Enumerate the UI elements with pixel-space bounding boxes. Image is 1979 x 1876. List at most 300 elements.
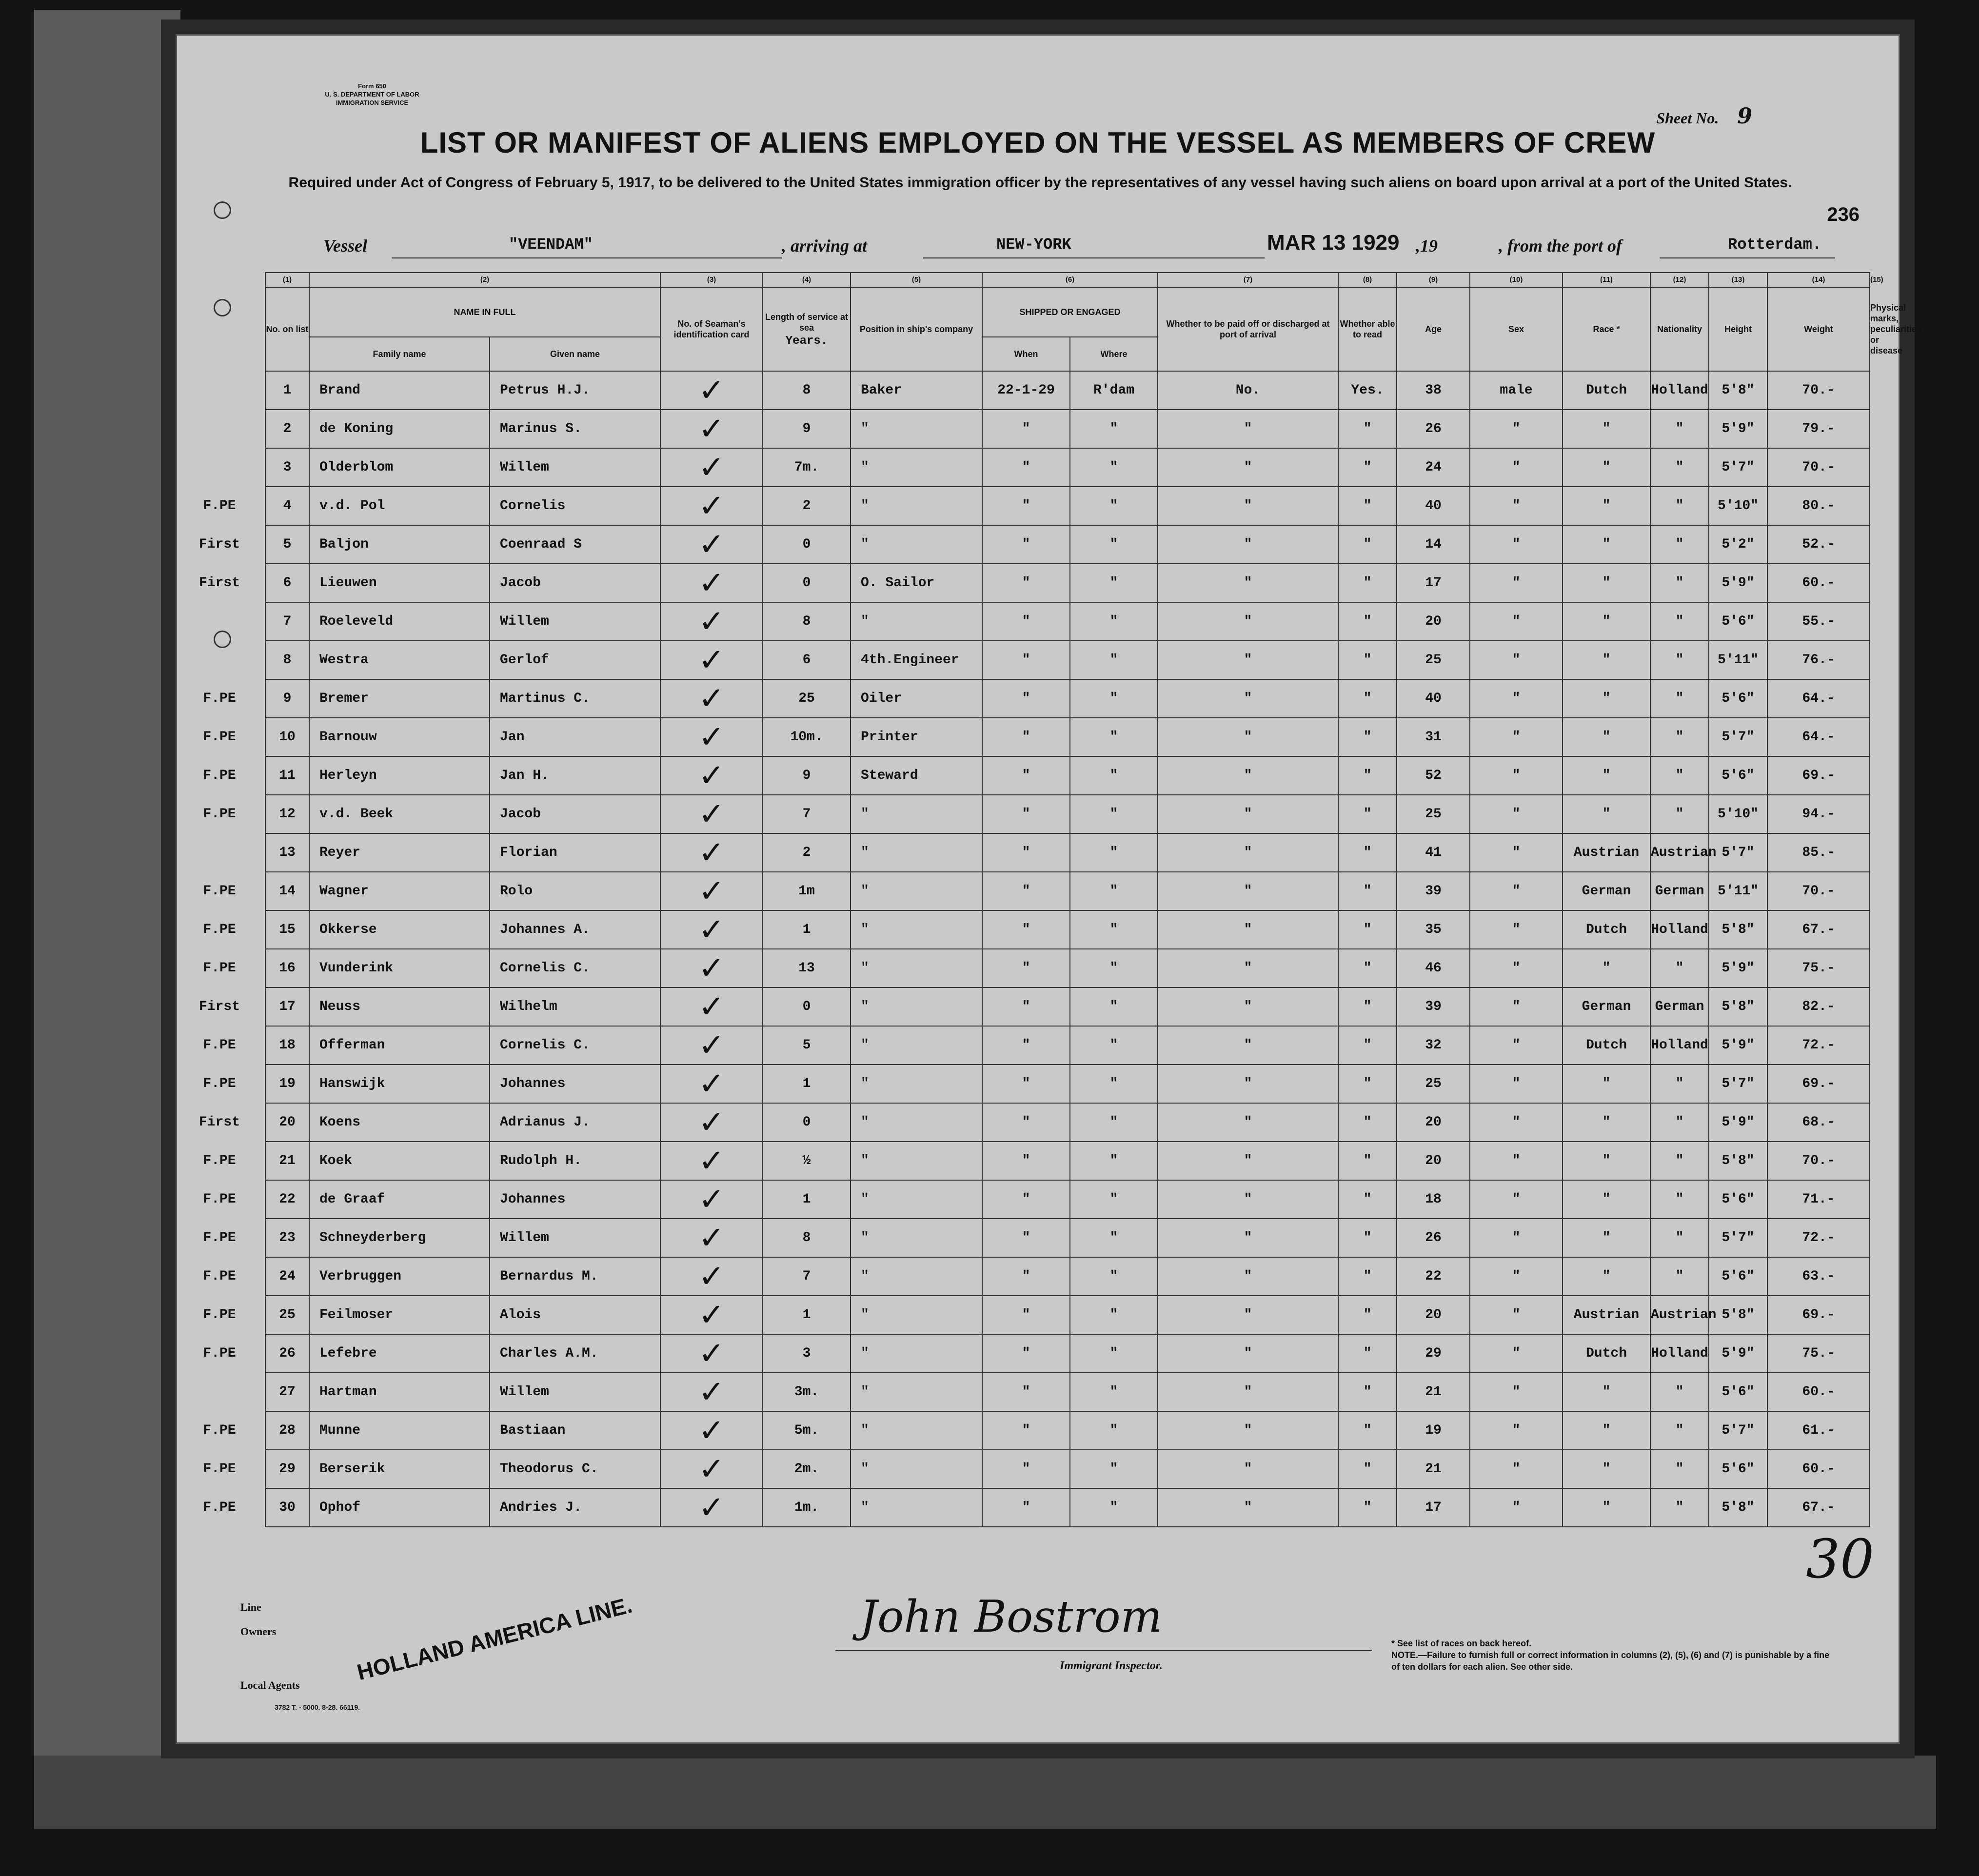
cell-weight: 69.- — [1767, 756, 1870, 795]
page-title: LIST OR MANIFEST OF ALIENS EMPLOYED ON THE VESSEL AS MEMBERS OF CREW — [420, 126, 1656, 159]
cell-sex: " — [1470, 718, 1563, 756]
cell-nat: " — [1650, 1142, 1709, 1180]
table-row — [265, 833, 1870, 872]
cell-age: 39 — [1397, 987, 1470, 1026]
cell-sex: " — [1470, 525, 1563, 564]
cell-given: Jacob — [490, 564, 660, 602]
sheet-number-label: Sheet No. — [1656, 109, 1719, 127]
cell-nat: " — [1650, 795, 1709, 833]
cell-paid: " — [1158, 833, 1338, 872]
cell-family: Barnouw — [309, 718, 490, 756]
cell-read: " — [1338, 448, 1397, 487]
cell-paid: " — [1158, 1065, 1338, 1103]
signature-line — [835, 1650, 1372, 1651]
punch-hole — [214, 201, 231, 219]
cell-family: Koek — [309, 1142, 490, 1180]
cell-paid: " — [1158, 448, 1338, 487]
row-prefix: F.PE — [203, 1076, 236, 1091]
row-prefix: F.PE — [203, 768, 236, 783]
cell-where: " — [1070, 1026, 1158, 1065]
cell-where: " — [1070, 1334, 1158, 1373]
page-subtitle: Required under Act of Congress of February 5, 1917, to be delivered to the United States immigration officer by the representatives of any vessel having such aliens on board upon arrival at a port of the United States. — [288, 175, 1792, 191]
cell-height: 5'7" — [1709, 1065, 1767, 1103]
cell-service: 3 — [763, 1334, 851, 1373]
cell-when: " — [982, 641, 1070, 679]
cell-height: 5'9" — [1709, 410, 1767, 448]
cell-when: " — [982, 1411, 1070, 1450]
cell-service: 10m. — [763, 718, 851, 756]
cell-where: " — [1070, 1257, 1158, 1296]
cell-sex: " — [1470, 872, 1563, 910]
cell-given: Florian — [490, 833, 660, 872]
cell-nat: " — [1650, 641, 1709, 679]
cell-age: 20 — [1397, 1142, 1470, 1180]
cell-sex: " — [1470, 1103, 1563, 1142]
cell-weight: 94.- — [1767, 795, 1870, 833]
cell-nat: " — [1650, 410, 1709, 448]
cell-sex: " — [1470, 1373, 1563, 1411]
column-numbers-row: (1) (2) (3) (4) (5) (6) (7) (8) (9) (10) (11) (12) (13) (14) (15) — [265, 273, 1870, 287]
cell-no: 6 First — [265, 564, 309, 602]
cell-age: 17 — [1397, 1488, 1470, 1527]
cell-family: Brand — [309, 371, 490, 410]
table-row — [265, 718, 1870, 756]
check-mark-icon: ✓ — [698, 719, 725, 755]
cell-nat: " — [1650, 1257, 1709, 1296]
cell-when: " — [982, 448, 1070, 487]
cell-given: Jan H. — [490, 756, 660, 795]
cell-service: 8 — [763, 1219, 851, 1257]
inspector-signature: John Bostrom — [860, 1591, 1163, 1642]
cell-paid: " — [1158, 564, 1338, 602]
cell-no: 5 First — [265, 525, 309, 564]
col-num: (13) — [1709, 273, 1767, 287]
cell-race: " — [1563, 1257, 1650, 1296]
cell-weight: 64.- — [1767, 718, 1870, 756]
cell-family: v.d. Beek — [309, 795, 490, 833]
table-row — [265, 1180, 1870, 1219]
cell-read: " — [1338, 1257, 1397, 1296]
cell-race: " — [1563, 756, 1650, 795]
form-number: Form 650 — [358, 82, 386, 90]
col-num: (6) — [982, 273, 1158, 287]
cell-weight: 72.- — [1767, 1026, 1870, 1065]
cell-given: Alois — [490, 1296, 660, 1334]
cell-age: 40 — [1397, 679, 1470, 718]
vessel-name: "VEENDAM" — [509, 236, 593, 254]
cell-read: " — [1338, 641, 1397, 679]
cell-nat: Austrian — [1650, 833, 1709, 872]
cell-when: " — [982, 1450, 1070, 1488]
check-mark-icon: ✓ — [698, 988, 725, 1025]
cell-height: 5'8" — [1709, 1296, 1767, 1334]
cell-where: " — [1070, 1219, 1158, 1257]
cell-nat: " — [1650, 1488, 1709, 1527]
seaman-id-check — [660, 371, 763, 410]
row-prefix: First — [198, 1115, 240, 1130]
cell-where: " — [1070, 910, 1158, 949]
cell-family: Reyer — [309, 833, 490, 872]
table-row — [265, 525, 1870, 564]
cell-weight: 72.- — [1767, 1219, 1870, 1257]
cell-no: 23 F.PE — [265, 1219, 309, 1257]
cell-nat: " — [1650, 1219, 1709, 1257]
cell-race: " — [1563, 1103, 1650, 1142]
cell-family: Offerman — [309, 1026, 490, 1065]
cell-height: 5'10" — [1709, 487, 1767, 525]
col-num: (14) — [1767, 273, 1870, 287]
seaman-id-check — [660, 1142, 763, 1180]
col-num: (10) — [1470, 273, 1563, 287]
header-sex: Sex — [1470, 287, 1563, 371]
check-mark-icon: ✓ — [698, 1027, 725, 1064]
table-row — [265, 1296, 1870, 1334]
cell-position: " — [851, 1488, 982, 1527]
table-row — [265, 602, 1870, 641]
seaman-id-check — [660, 602, 763, 641]
cell-weight: 63.- — [1767, 1257, 1870, 1296]
cell-where: R'dam — [1070, 371, 1158, 410]
seaman-id-check — [660, 1026, 763, 1065]
check-mark-icon: ✓ — [698, 372, 725, 409]
cell-position: " — [851, 1373, 982, 1411]
cell-family: Koens — [309, 1103, 490, 1142]
form-header — [284, 82, 460, 107]
col-num: (3) — [660, 273, 763, 287]
seaman-id-check — [660, 756, 763, 795]
cell-height: 5'8" — [1709, 371, 1767, 410]
cell-height: 5'11" — [1709, 641, 1767, 679]
cell-service: 8 — [763, 602, 851, 641]
table-row — [265, 679, 1870, 718]
cell-paid: " — [1158, 910, 1338, 949]
check-mark-icon: ✓ — [698, 1220, 725, 1256]
cell-weight: 69.- — [1767, 1296, 1870, 1334]
cell-given: Andries J. — [490, 1488, 660, 1527]
cell-when: " — [982, 949, 1070, 987]
crew-rows — [198, 371, 1870, 1527]
cell-sex: " — [1470, 1257, 1563, 1296]
header-given-name: Given name — [490, 337, 660, 371]
cell-service: 13 — [763, 949, 851, 987]
cell-age: 20 — [1397, 602, 1470, 641]
cell-position: " — [851, 1065, 982, 1103]
cell-family: Okkerse — [309, 910, 490, 949]
cell-given: Rudolph H. — [490, 1142, 660, 1180]
seaman-id-check — [660, 641, 763, 679]
cell-family: Roeleveld — [309, 602, 490, 641]
cell-paid: " — [1158, 795, 1338, 833]
line-label: Line — [240, 1601, 261, 1613]
cell-position: O. Sailor — [851, 564, 982, 602]
cell-sex: " — [1470, 564, 1563, 602]
header-length-service — [763, 287, 851, 371]
cell-position: " — [851, 1450, 982, 1488]
cell-paid: " — [1158, 1296, 1338, 1334]
arriving-port: NEW-YORK — [996, 236, 1071, 254]
seaman-id-check — [660, 1103, 763, 1142]
seaman-id-check — [660, 1488, 763, 1527]
cell-race: " — [1563, 1411, 1650, 1450]
cell-race: " — [1563, 795, 1650, 833]
check-mark-icon: ✓ — [698, 642, 725, 678]
cell-age: 41 — [1397, 833, 1470, 872]
check-mark-icon: ✓ — [698, 449, 725, 486]
cell-nat: Holland — [1650, 910, 1709, 949]
cell-race: Austrian — [1563, 833, 1650, 872]
seaman-id-check — [660, 525, 763, 564]
col-num: (1) — [265, 273, 309, 287]
table-row — [265, 1373, 1870, 1411]
cell-position: " — [851, 1334, 982, 1373]
table-row — [265, 949, 1870, 987]
seaman-id-check — [660, 679, 763, 718]
cell-given: Johannes — [490, 1065, 660, 1103]
from-port-label: , from the port of — [1499, 236, 1623, 256]
cell-read: " — [1338, 718, 1397, 756]
cell-no: 28 F.PE — [265, 1411, 309, 1450]
cell-paid: " — [1158, 641, 1338, 679]
cell-read: " — [1338, 1026, 1397, 1065]
cell-nat: Holland — [1650, 371, 1709, 410]
cell-sex: " — [1470, 487, 1563, 525]
check-mark-icon: ✓ — [698, 603, 725, 640]
cell-nat: " — [1650, 1103, 1709, 1142]
cell-when: " — [982, 718, 1070, 756]
cell-age: 21 — [1397, 1450, 1470, 1488]
cell-position: Steward — [851, 756, 982, 795]
cell-position: " — [851, 1142, 982, 1180]
cell-height: 5'6" — [1709, 1257, 1767, 1296]
cell-paid: " — [1158, 1180, 1338, 1219]
cell-no: 20 First — [265, 1103, 309, 1142]
cell-no: 10 F.PE — [265, 718, 309, 756]
cell-service: 1 — [763, 1296, 851, 1334]
year-suffix: ,19 — [1416, 236, 1438, 256]
row-prefix: First — [198, 575, 240, 591]
cell-service: 5m. — [763, 1411, 851, 1450]
cell-given: Willem — [490, 448, 660, 487]
cell-weight: 61.- — [1767, 1411, 1870, 1450]
cell-no: 27 — [265, 1373, 309, 1411]
cell-when: " — [982, 1373, 1070, 1411]
cell-no: 19 F.PE — [265, 1065, 309, 1103]
col-num: (5) — [851, 273, 982, 287]
cell-when: " — [982, 795, 1070, 833]
cell-read: " — [1338, 410, 1397, 448]
cell-family: Hartman — [309, 1373, 490, 1411]
cell-when: " — [982, 564, 1070, 602]
sheet-number — [1656, 104, 1752, 129]
cell-sex: " — [1470, 602, 1563, 641]
cell-race: " — [1563, 718, 1650, 756]
col-num: (8) — [1338, 273, 1397, 287]
check-mark-icon: ✓ — [698, 796, 725, 832]
col-num: (4) — [763, 273, 851, 287]
row-prefix: F.PE — [203, 922, 236, 937]
cell-paid: " — [1158, 1450, 1338, 1488]
cell-nat: Holland — [1650, 1334, 1709, 1373]
cell-weight: 85.- — [1767, 833, 1870, 872]
note-penalty: NOTE.—Failure to furnish full or correct information in columns (2), (5), (6) and (7) is punishable by a fine of ten dollars for each alien. See other side. — [1391, 1650, 1830, 1672]
cell-no: 1 — [265, 371, 309, 410]
cell-family: Neuss — [309, 987, 490, 1026]
date-stamp: MAR 13 1929 — [1267, 231, 1400, 255]
cell-weight: 52.- — [1767, 525, 1870, 564]
check-mark-icon: ✓ — [698, 526, 725, 563]
note-races: * See list of races on back hereof. — [1391, 1639, 1532, 1648]
cell-sex: " — [1470, 833, 1563, 872]
cell-read: " — [1338, 833, 1397, 872]
cell-read: " — [1338, 1373, 1397, 1411]
underlying-page-bottom — [34, 1756, 1936, 1829]
cell-where: " — [1070, 564, 1158, 602]
seaman-id-check — [660, 487, 763, 525]
cell-paid: " — [1158, 987, 1338, 1026]
cell-read: " — [1338, 487, 1397, 525]
cell-position: " — [851, 602, 982, 641]
cell-sex: " — [1470, 448, 1563, 487]
cell-height: 5'6" — [1709, 756, 1767, 795]
cell-where: " — [1070, 641, 1158, 679]
cell-sex: " — [1470, 1180, 1563, 1219]
cell-service: 3m. — [763, 1373, 851, 1411]
cell-no: 11 F.PE — [265, 756, 309, 795]
cell-age: 52 — [1397, 756, 1470, 795]
row-prefix: F.PE — [203, 1230, 236, 1245]
cell-paid: " — [1158, 1334, 1338, 1373]
cell-service: 2 — [763, 487, 851, 525]
cell-position: " — [851, 1296, 982, 1334]
cell-read: " — [1338, 1488, 1397, 1527]
row-prefix: F.PE — [203, 1153, 236, 1168]
vessel-info-line — [323, 231, 1835, 265]
col-num: (11) — [1563, 273, 1650, 287]
cell-paid: " — [1158, 487, 1338, 525]
cell-nat: " — [1650, 1180, 1709, 1219]
table-row — [265, 756, 1870, 795]
cell-weight: 79.- — [1767, 410, 1870, 448]
cell-when: " — [982, 987, 1070, 1026]
seaman-id-check — [660, 564, 763, 602]
cell-family: Lieuwen — [309, 564, 490, 602]
header-length-service-text: Length of service at sea — [765, 312, 849, 333]
cell-age: 32 — [1397, 1026, 1470, 1065]
table-row — [265, 1450, 1870, 1488]
cell-height: 5'8" — [1709, 987, 1767, 1026]
cell-given: Cornelis C. — [490, 1026, 660, 1065]
cell-family: v.d. Pol — [309, 487, 490, 525]
header-when: When — [982, 337, 1070, 371]
cell-position: " — [851, 525, 982, 564]
cell-given: Rolo — [490, 872, 660, 910]
inspector-label: Immigrant Inspector. — [1060, 1659, 1163, 1672]
cell-given: Marinus S. — [490, 410, 660, 448]
cell-service: 0 — [763, 987, 851, 1026]
row-prefix: F.PE — [203, 1038, 236, 1053]
check-mark-icon: ✓ — [698, 1335, 725, 1372]
cell-no: 16 F.PE — [265, 949, 309, 987]
cell-when: " — [982, 679, 1070, 718]
cell-read: " — [1338, 756, 1397, 795]
cell-nat: " — [1650, 1450, 1709, 1488]
table-row — [265, 1142, 1870, 1180]
cell-given: Cornelis — [490, 487, 660, 525]
cell-service: 0 — [763, 1103, 851, 1142]
sheet-number-value: 9 — [1737, 104, 1752, 129]
cell-family: Hanswijk — [309, 1065, 490, 1103]
cell-no: 4 F.PE — [265, 487, 309, 525]
cell-no: 25 F.PE — [265, 1296, 309, 1334]
cell-paid: " — [1158, 525, 1338, 564]
header-name-in-full: NAME IN FULL — [309, 287, 660, 337]
cell-no: 9 F.PE — [265, 679, 309, 718]
cell-service: 8 — [763, 371, 851, 410]
department-name: U. S. DEPARTMENT OF LABOR — [325, 91, 419, 98]
cell-no: 30 F.PE — [265, 1488, 309, 1527]
cell-no: 17 First — [265, 987, 309, 1026]
cell-paid: " — [1158, 1026, 1338, 1065]
cell-position: " — [851, 1103, 982, 1142]
row-prefix: F.PE — [203, 884, 236, 899]
cell-height: 5'6" — [1709, 1180, 1767, 1219]
cell-height: 5'9" — [1709, 564, 1767, 602]
cell-sex: " — [1470, 1411, 1563, 1450]
cell-weight: 76.- — [1767, 641, 1870, 679]
cell-race: " — [1563, 1180, 1650, 1219]
cell-race: " — [1563, 525, 1650, 564]
cell-read: " — [1338, 564, 1397, 602]
table-row — [265, 872, 1870, 910]
cell-age: 19 — [1397, 1411, 1470, 1450]
cell-sex: " — [1470, 910, 1563, 949]
cell-when: " — [982, 1334, 1070, 1373]
cell-paid: " — [1158, 718, 1338, 756]
manifest-sheet — [176, 34, 1924, 1744]
cell-read: " — [1338, 949, 1397, 987]
header-years: Years. — [785, 335, 828, 348]
cell-age: 21 — [1397, 1373, 1470, 1411]
table-row — [265, 487, 1870, 525]
cell-sex: " — [1470, 1334, 1563, 1373]
vessel-label: Vessel — [323, 236, 367, 256]
cell-height: 5'8" — [1709, 1142, 1767, 1180]
cell-paid: " — [1158, 1257, 1338, 1296]
cell-where: " — [1070, 833, 1158, 872]
cell-family: Verbruggen — [309, 1257, 490, 1296]
cell-service: 1 — [763, 1065, 851, 1103]
col-num: (7) — [1158, 273, 1338, 287]
cell-family: Munne — [309, 1411, 490, 1450]
cell-weight: 60.- — [1767, 1373, 1870, 1411]
cell-height: 5'6" — [1709, 602, 1767, 641]
cell-no: 3 — [265, 448, 309, 487]
seaman-id-check — [660, 1373, 763, 1411]
cell-sex: " — [1470, 1142, 1563, 1180]
cell-height: 5'7" — [1709, 1411, 1767, 1450]
row-prefix: F.PE — [203, 1346, 236, 1361]
cell-position: " — [851, 487, 982, 525]
cell-race: " — [1563, 1450, 1650, 1488]
cell-nat: " — [1650, 949, 1709, 987]
cell-position: " — [851, 1180, 982, 1219]
seaman-id-check — [660, 718, 763, 756]
cell-service: 7m. — [763, 448, 851, 487]
cell-nat: " — [1650, 1065, 1709, 1103]
underline — [923, 257, 1265, 258]
header-row-1: No. on list NAME IN FULL No. of Seaman's identification card Length of service at sea Years. Position in ship's company SHIPPED OR ENGAGED Whether to be paid off or discharged at port of arrival Whether able to read Age Sex Race * Nationality Height Weight Physical marks, peculiarities, or disease — [265, 287, 1870, 337]
cell-position: " — [851, 795, 982, 833]
